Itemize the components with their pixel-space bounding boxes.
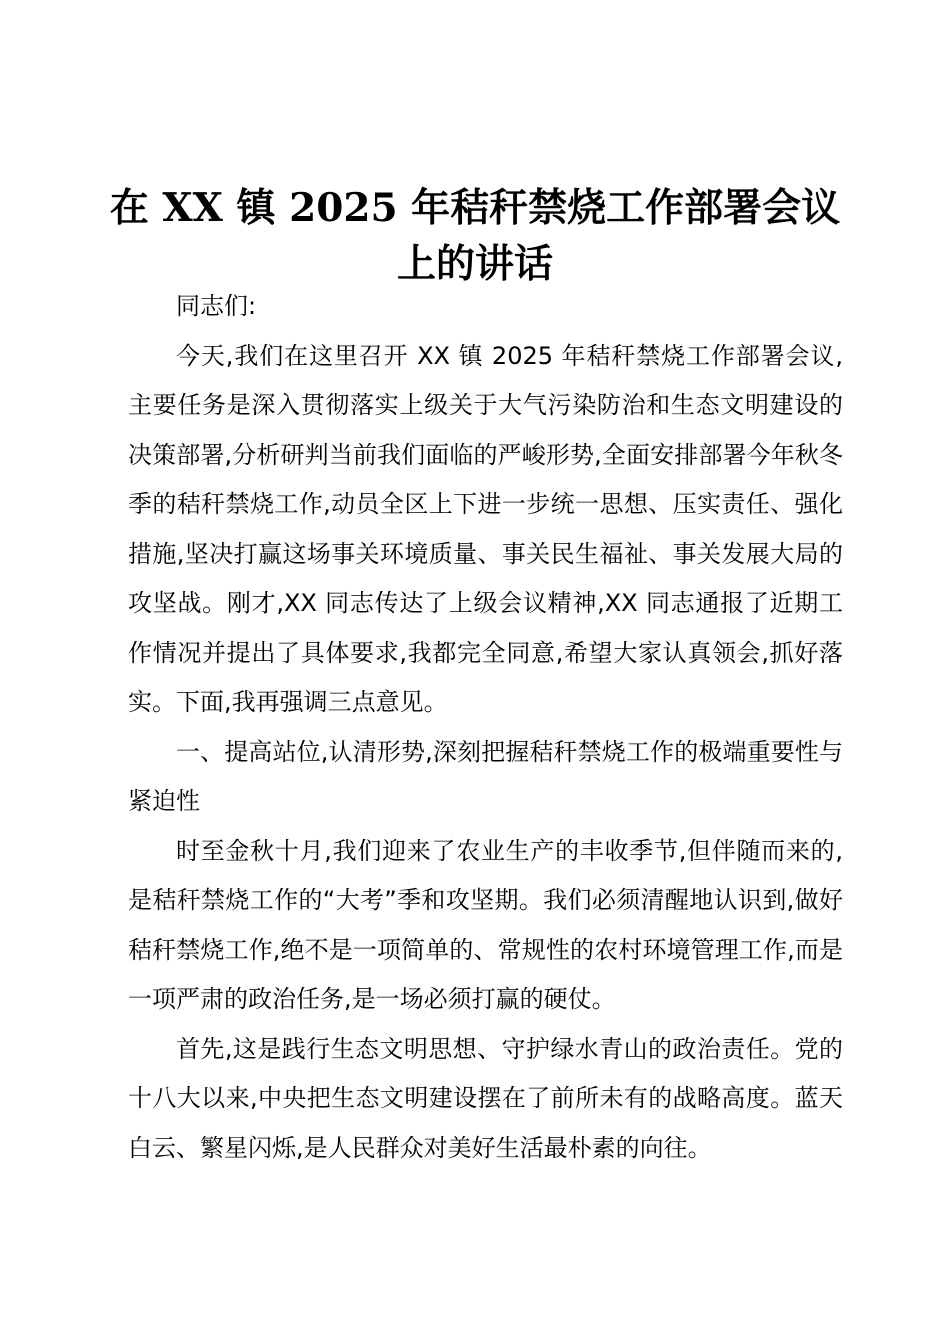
opening-paragraph: 今天,我们在这里召开 XX 镇 2025 年秸秆禁烧工作部署会议,主要任务是深入贯彻落实上级关于大气污染防治和生态文明建设的决策部署,分析研判当前我们面临的严峻形势,全面安排部署今年秋冬季的秸秆禁烧工作,动员全区上下进一步统一思想、压实责任、强化措施,坚决打赢这场事关环境质量、事关民生福祉、事关发展大局的攻坚战。刚才,XX 同志传达了上级会议精神,XX 同志通报了近期工作情况并提出了具体要求,我都完全同意,希望大家认真领会,抓好落实。下面,我再强调三点意见。 [128,341,843,716]
section-heading-one: 一、提高站位,认清形势,深刻把握秸秆禁烧工作的极端重要性与紧迫性 [128,737,843,815]
salutation-paragraph: 同志们: [176,292,257,320]
document-title: 在 XX 镇 2025 年秸秆禁烧工作部署会议上的讲话 [109,185,841,287]
body-paragraph: 首先,这是践行生态文明思想、守护绿水青山的政治责任。党的十八大以来,中央把生态文明建设摆在了前所未有的战略高度。蓝天白云、繁星闪烁,是人民群众对美好生活最朴素的向往。 [128,1034,843,1162]
document-body [128,282,843,1173]
body-paragraph: 时至金秋十月,我们迎来了农业生产的丰收季节,但伴随而来的,是秸秆禁烧工作的“大考”季和攻坚期。我们必须清醒地认识到,做好秸秆禁烧工作,绝不是一项简单的、常规性的农村环境管理工作,而是一项严肃的政治任务,是一场必须打赢的硬仗。 [128,836,843,1013]
